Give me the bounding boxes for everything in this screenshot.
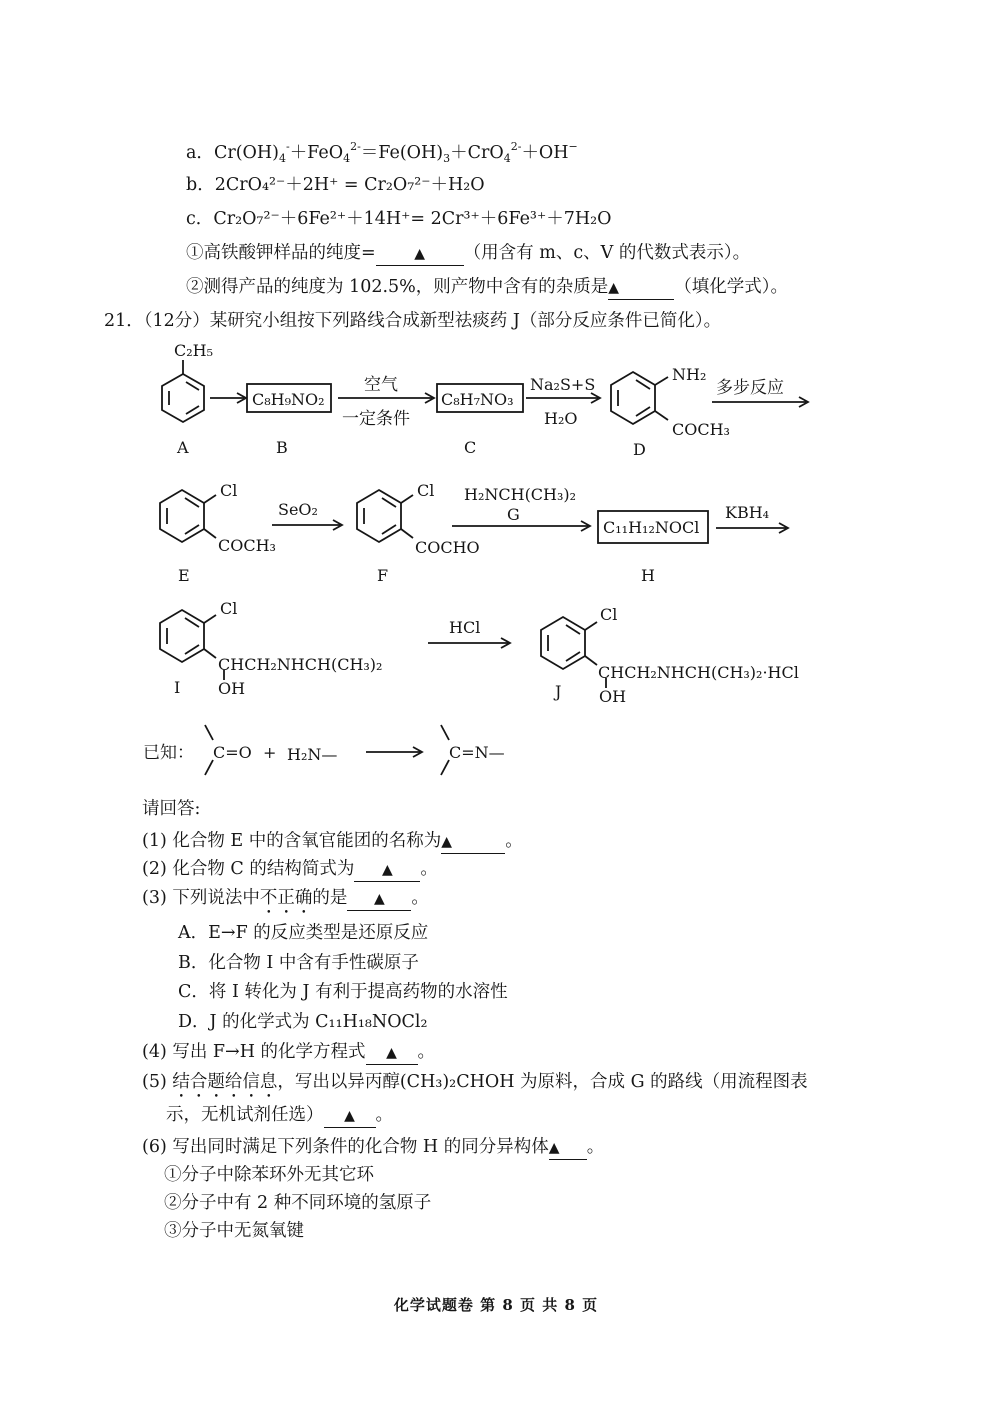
known-imine: C=N— bbox=[449, 743, 505, 762]
question-5: (5) 结合题给信息，写出以异丙醇(CH₃)₂CHOH 为原料，合成 G 的路线（用流程图表 bbox=[142, 1072, 808, 1092]
cond-condition: 一定条件 bbox=[342, 409, 410, 429]
question-6-condition-3: ③分子中无氮氧键 bbox=[164, 1221, 304, 1241]
known-carbonyl: C=O bbox=[213, 743, 252, 762]
question-21-title: 21．（12分）某研究小组按下列路线合成新型祛痰药 J（部分反应条件已简化）。 bbox=[104, 311, 722, 331]
D-acetyl: COCH₃ bbox=[672, 420, 730, 439]
cond-amine: H₂NCH(CH₃)₂ bbox=[464, 485, 577, 504]
cond-multistep: 多步反应 bbox=[716, 378, 784, 398]
I-side-chain: CHCH₂NHCH(CH₃)₂ bbox=[218, 655, 383, 674]
question-3: (3) 下列说法中不正确的是 ▲ 。 bbox=[142, 887, 429, 918]
A-substituent: C₂H₅ bbox=[174, 341, 214, 360]
B-formula: C₈H₉NO₂ bbox=[252, 390, 325, 409]
J-hydroxyl: OH bbox=[599, 687, 627, 706]
E-acetyl: COCH₃ bbox=[218, 536, 276, 555]
label-B: B bbox=[276, 438, 288, 457]
C-formula: C₈H₇NO₃ bbox=[441, 390, 514, 409]
I-hydroxyl: OH bbox=[218, 679, 246, 698]
J-chloro: Cl bbox=[600, 605, 618, 624]
question-20-part-2: ②测得产品的纯度为 102.5%，则产物中含有的杂质是▲ （填化学式）。 bbox=[186, 276, 788, 300]
known-label: 已知： bbox=[143, 743, 194, 763]
question-6-condition-2: ②分子中有 2 种不同环境的氢原子 bbox=[164, 1193, 432, 1213]
label-C: C bbox=[464, 438, 477, 457]
D-amino: NH₂ bbox=[672, 365, 707, 384]
cond-hcl: HCl bbox=[449, 618, 481, 637]
cond-na2s: Na₂S+S bbox=[530, 375, 596, 394]
label-A: A bbox=[177, 438, 189, 457]
question-3-option-B: B．化合物 I 中含有手性碳原子 bbox=[178, 953, 419, 973]
cond-G: G bbox=[507, 505, 520, 524]
question-1: (1) 化合物 E 中的含氧官能团的名称为▲ 。 bbox=[142, 830, 523, 854]
page-footer: 化学试题卷 第 8 页 共 8 页 bbox=[393, 1296, 599, 1314]
question-20-part-1: ①高铁酸钾样品的纯度= ▲ （用含有 m、c、V 的代数式表示）。 bbox=[186, 242, 750, 266]
known-amine: H₂N— bbox=[287, 745, 338, 764]
F-chloro: Cl bbox=[417, 481, 435, 500]
label-F: F bbox=[377, 566, 389, 585]
cond-air: 空气 bbox=[364, 375, 398, 395]
question-6-condition-1: ①分子中除苯环外无其它环 bbox=[164, 1165, 374, 1185]
question-5-line-2: 示，无机试剂任选） ▲ 。 bbox=[166, 1104, 393, 1128]
label-D: D bbox=[633, 440, 646, 459]
label-H: H bbox=[641, 566, 655, 585]
question-2: (2) 化合物 C 的结构简式为 ▲ 。 bbox=[142, 858, 438, 882]
question-4: (4) 写出 F→H 的化学方程式 ▲ 。 bbox=[142, 1041, 435, 1065]
label-J: J bbox=[555, 682, 562, 701]
question-3-option-D: D．J 的化学式为 C₁₁H₁₈NOCl₂ bbox=[178, 1012, 428, 1032]
equation-c: c．Cr₂O₇²⁻＋6Fe²⁺＋14H⁺= 2Cr³⁺＋6Fe³⁺＋7H₂O bbox=[186, 209, 612, 229]
J-side-chain: CHCH₂NHCH(CH₃)₂·HCl bbox=[598, 663, 799, 682]
known-plus: + bbox=[263, 743, 277, 762]
label-I: I bbox=[174, 678, 181, 697]
question-3-option-C: C．将 I 转化为 J 有利于提高药物的水溶性 bbox=[178, 982, 508, 1002]
I-chloro: Cl bbox=[220, 599, 238, 618]
H-formula: C₁₁H₁₂NOCl bbox=[603, 518, 700, 537]
equation-b: b．2CrO₄²⁻＋2H⁺ = Cr₂O₇²⁻＋H₂O bbox=[186, 175, 485, 195]
question-3-option-A: A．E→F 的反应类型是还原反应 bbox=[178, 923, 429, 943]
label-E: E bbox=[178, 566, 190, 585]
E-chloro: Cl bbox=[220, 481, 238, 500]
equation-a: a．$Cr(OH)_4^-+FeO_4^{2-}=Fe(OH)_3+CrO_4^{2-}+OH^-$ bbox=[186, 140, 578, 165]
cond-kbh4: KBH₄ bbox=[725, 503, 770, 522]
cond-seo2: SeO₂ bbox=[278, 500, 318, 519]
cond-h2o: H₂O bbox=[544, 409, 578, 428]
ask-heading: 请回答: bbox=[142, 799, 201, 819]
question-6: (6) 写出同时满足下列条件的化合物 H 的同分异构体▲ 。 bbox=[142, 1136, 604, 1160]
F-glyoxal: COCHO bbox=[415, 538, 480, 557]
